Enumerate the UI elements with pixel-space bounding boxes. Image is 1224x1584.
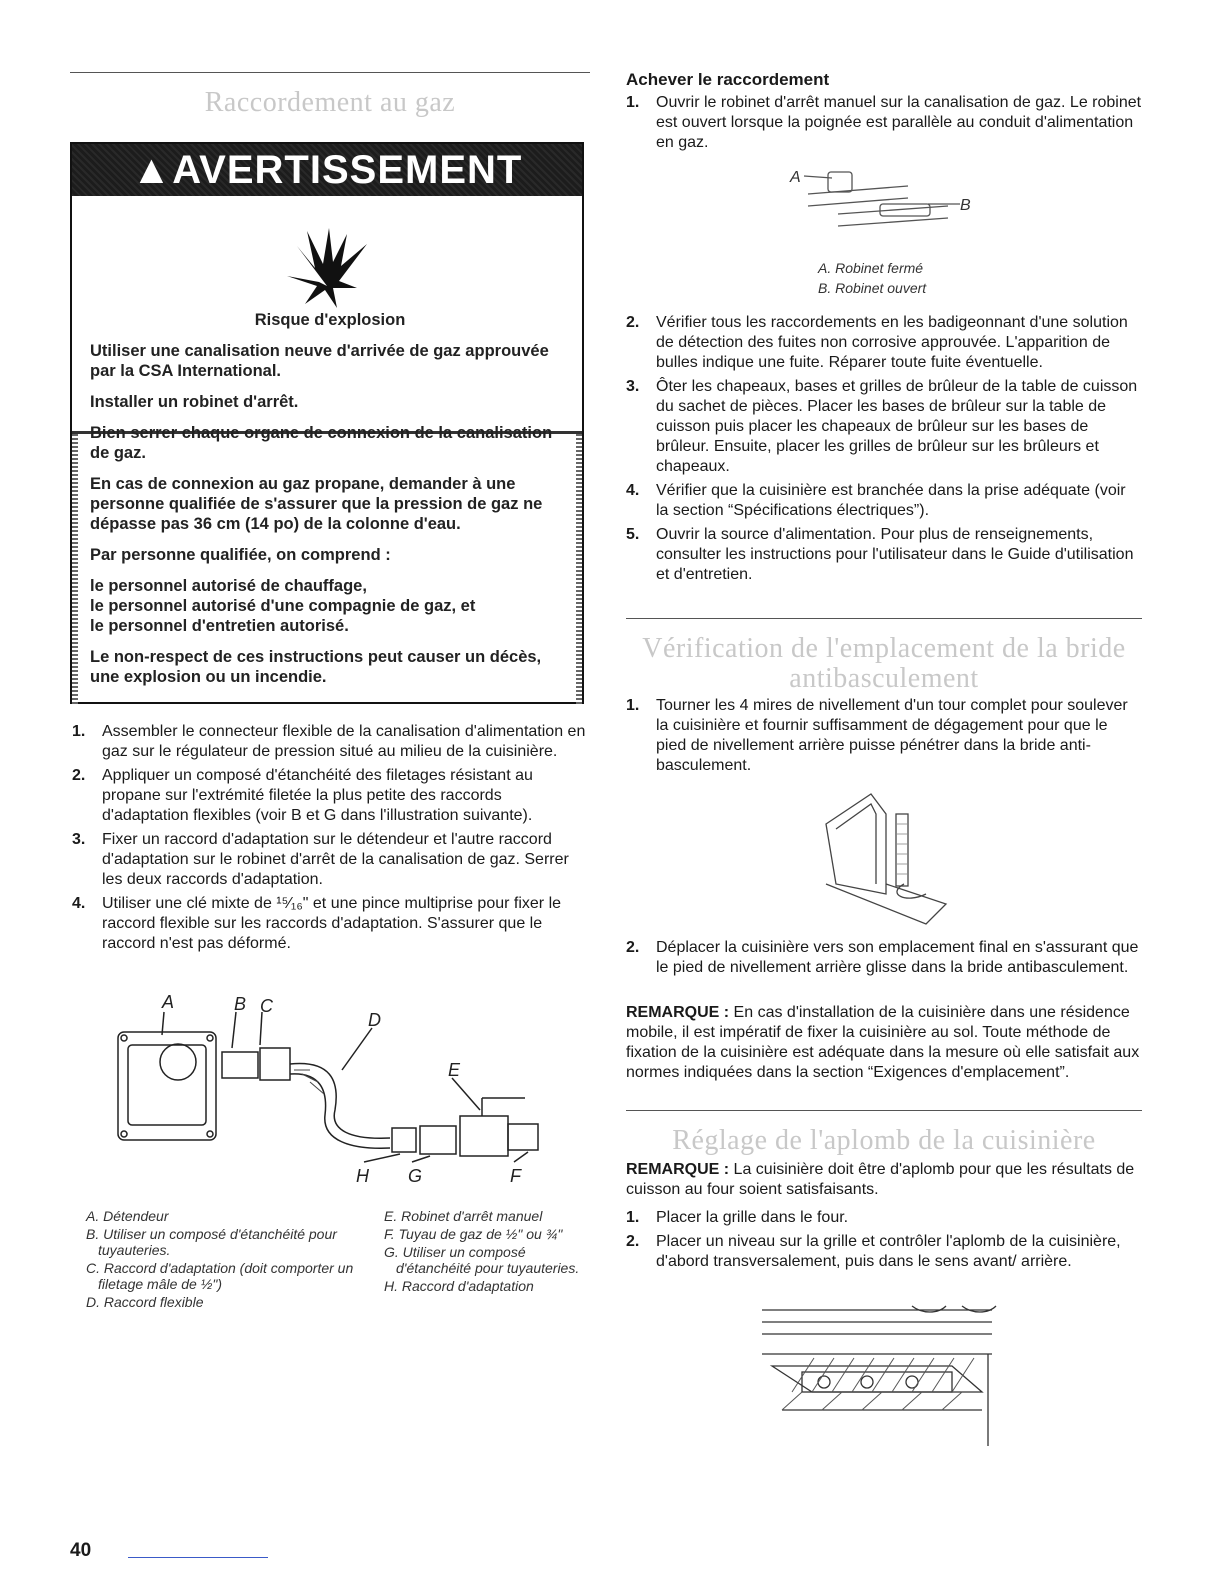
caption-item: A. Détendeur <box>86 1208 169 1224</box>
note-mobile-home: REMARQUE : En cas d'installation de la cuisinière dans une résidence mobile, il est impératif de fixer la cuisinière au sol. Toute méthode de fixation de la cuisinière est adéquate dans la mesure où elle satisfait aux normes indiquées dans la section “Exigences d'emplacement”. <box>626 1004 1140 1081</box>
complete-steps-b <box>626 313 1142 589</box>
list-item: 2. Vérifier tous les raccordements en les badigeonnant d'une solution de détection des fuites non corrosive approuvée. L'apparition de bulles indique une fuite. Réparer toute fuite éventuelle. <box>626 314 1128 371</box>
diagram-label: B <box>234 994 247 1014</box>
caption-item: A. Robinet fermé <box>818 260 924 276</box>
caption-item: C. Raccord d'adaptation (doit comporter un filetage mâle de ½") <box>86 1260 354 1292</box>
section-rule <box>626 618 1142 619</box>
valve-diagram <box>788 164 971 254</box>
caption-item: H. Raccord d'adaptation <box>384 1278 534 1294</box>
antitip-bracket-diagram <box>816 784 956 934</box>
list-item: 1. Tourner les 4 mires de nivellement d'un tour complet pour soulever la cuisinière et fournir suffisamment de dégagement pour que le pied de nivellement arrière puisse pénétrer dans la bride anti-basculement. <box>626 697 1128 774</box>
list-item: 2. Placer un niveau sur la grille et contrôler l'aplomb de la cuisinière, d'abord transversalement, puis dans le sens avant/ arrière. <box>626 1233 1121 1270</box>
footer-rule <box>128 1557 268 1558</box>
caption-item: G. Utiliser un composé d'étanchéité pour tuyauteries. <box>384 1244 580 1276</box>
caption-item: B. Robinet ouvert <box>818 280 927 296</box>
captions-left <box>86 1208 356 1310</box>
list-item: 5. Ouvrir la source d'alimentation. Pour plus de renseignements, consulter les instructions pour l'utilisateur dans le Guide d'utilisation et d'entretien. <box>626 526 1134 583</box>
section-title-leveling: Réglage de l'aplomb de la cuisinière <box>672 1125 1096 1156</box>
valve-label: A <box>790 169 801 186</box>
diagram-label: E <box>448 1060 461 1080</box>
diagram-label: G <box>408 1166 423 1186</box>
antitip-steps-b <box>626 938 1142 982</box>
caption-item: E. Robinet d'arrêt manuel <box>384 1208 543 1224</box>
valve-label: B <box>960 197 971 214</box>
warning-text <box>90 310 570 698</box>
list-item: 2. Appliquer un composé d'étanchéité des filetages résistant au propane sur l'extrémité filetée la plus petite des raccords d'adaptation flexibles (voir B et G dans l'illustration suivante). <box>72 767 533 824</box>
warning-stripe-left <box>72 434 78 704</box>
list-item: 4. Utiliser une clé mixte de ¹⁵⁄₁₆" et une pince multiprise pour fixer le raccord flexible sur les raccords d'adaptation. S'assurer que le raccord n'est pas déformé. <box>72 895 562 952</box>
diagram-label: H <box>356 1166 369 1186</box>
caption-item: B. Utiliser un composé d'étanchéité pour tuyauteries. <box>86 1226 337 1258</box>
list-item: 3. Ôter les chapeaux, bases et grilles de brûleur de la table de cuisson du sachet de pièces. Placer les bases de brûleur sur la table de cuisson puis placer les chapeaux de brûleur sur les bases de brûleur. Ensuite, placer les grilles de brûleur sur les brûleurs et chapeaux. <box>626 378 1138 475</box>
subhead-complete-connection: Achever le raccordement <box>626 70 830 89</box>
warning-paragraph: Le non-respect de ces instructions peut causer un décès, une explosion ou un incendie. <box>90 648 542 686</box>
valve-captions <box>818 260 1018 296</box>
list-item: 1. Assembler le connecteur flexible de la canalisation d'alimentation en gaz sur le régulateur de pression situé au milieu de la cuisinière. <box>72 723 586 760</box>
explosion-icon <box>277 226 377 316</box>
antitip-steps-a <box>626 696 1142 780</box>
section-rule <box>70 72 590 73</box>
list-item: 3. Fixer un raccord d'adaptation sur le détendeur et l'autre raccord d'adaptation sur le robinet d'arrêt de la canalisation de gaz. Serrer les deux raccords d'adaptation. <box>72 831 569 888</box>
diagram-label: C <box>260 996 273 1016</box>
warning-stripe-right <box>576 434 582 704</box>
captions-right <box>384 1208 594 1294</box>
list-item: 4. Vérifier que la cuisinière est branchée dans la prise adéquate (voir la section “Spécifications électriques”). <box>626 482 1126 519</box>
warning-triangle-icon: ▲ <box>131 148 173 192</box>
warning-paragraph: Bien serrer chaque organe de connexion de la canalisation de gaz. <box>90 424 553 462</box>
caption-item: D. Raccord flexible <box>86 1294 204 1310</box>
leveling-steps <box>626 1208 1142 1276</box>
list-item: 2. Déplacer la cuisinière vers son emplacement final en s'assurant que le pied de nivellement arrière glisse dans la bride antibasculement. <box>626 939 1139 976</box>
diagram-label: A <box>162 992 175 1012</box>
warning-paragraph: Installer un robinet d'arrêt. <box>90 393 299 411</box>
section-rule <box>626 1110 1142 1111</box>
section-title-antitip: Vérification de l'emplacement de la bride antibasculement <box>642 633 1126 694</box>
level-on-rack-diagram <box>752 1300 1002 1450</box>
gas-connector-diagram <box>110 990 570 1190</box>
note-level: REMARQUE : La cuisinière doit être d'aplomb pour que les résultats de cuisson au four soient satisfaisants. <box>626 1161 1135 1198</box>
diagram-label: F <box>510 1166 521 1186</box>
page-number: 40 <box>70 1540 92 1561</box>
warning-paragraph: Par personne qualifiée, on comprend : <box>90 546 391 564</box>
warning-paragraph: Utiliser une canalisation neuve d'arrivée de gaz approuvée par la CSA International. <box>90 342 549 380</box>
warning-header: ▲AVERTISSEMENT <box>72 144 582 196</box>
diagram-label: D <box>368 1010 381 1030</box>
section-title-gas-connection: Raccordement au gaz <box>204 87 456 118</box>
complete-steps-a <box>626 93 1142 157</box>
list-item: 1. Ouvrir le robinet d'arrêt manuel sur la canalisation de gaz. Le robinet est ouvert lorsque la poignée est parallèle au conduit d'alimentation en gaz. <box>626 94 1142 151</box>
gas-steps-list <box>72 722 587 958</box>
warning-title: Risque d'explosion <box>254 311 406 329</box>
caption-item: F. Tuyau de gaz de ½" ou ¾" <box>384 1226 563 1242</box>
warning-paragraph: le personnel autorisé de chauffage, le personnel autorisé d'une compagnie de gaz, et le personnel d'entretien autorisé. <box>90 577 476 635</box>
list-item: 1. Placer la grille dans le four. <box>626 1209 849 1226</box>
warning-paragraph: En cas de connexion au gaz propane, demander à une personne qualifiée de s'assurer que la pression de gaz ne dépasse pas 36 cm (14 po) de la colonne d'eau. <box>90 475 543 533</box>
